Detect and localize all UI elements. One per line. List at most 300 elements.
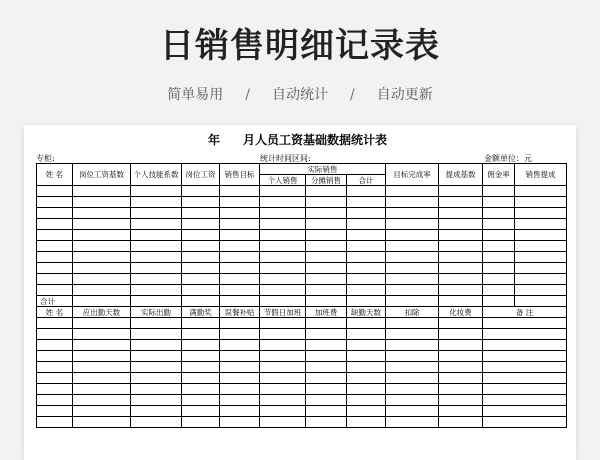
table-cell (515, 252, 567, 263)
table-cell (260, 351, 306, 362)
table-cell (347, 362, 386, 373)
table-cell (306, 406, 347, 417)
table-cell (73, 329, 131, 340)
header-name-2: 姓 名 (37, 307, 73, 318)
table-cell (37, 373, 73, 384)
table-cell (386, 230, 439, 241)
table-cell (515, 274, 567, 285)
header-completion-rate: 目标完成率 (386, 164, 439, 186)
table-cell (439, 340, 483, 351)
table-cell (439, 395, 483, 406)
table-cell (347, 197, 386, 208)
table-cell (515, 186, 567, 197)
table-cell (347, 208, 386, 219)
table-cell (220, 351, 260, 362)
table-cell (386, 296, 439, 307)
table-cell (386, 362, 439, 373)
table-row (37, 417, 567, 428)
table-cell (131, 406, 182, 417)
table-cell (260, 219, 306, 230)
table-cell (347, 406, 386, 417)
table-cell (306, 219, 347, 230)
table-cell (260, 406, 306, 417)
header-meal-allowance: 误餐补贴 (220, 307, 260, 318)
table-cell (386, 329, 439, 340)
table-cell (131, 351, 182, 362)
table-cell (306, 208, 347, 219)
table-cell (260, 384, 306, 395)
table-cell (37, 186, 73, 197)
table-cell (306, 351, 347, 362)
sheet-title-year: 年 (208, 133, 221, 147)
table-row (37, 362, 567, 373)
table-cell (306, 296, 347, 307)
table-cell (347, 318, 386, 329)
table-cell (73, 219, 131, 230)
table-row (37, 230, 567, 241)
table-cell (182, 373, 220, 384)
table-cell (220, 197, 260, 208)
table-cell (439, 230, 483, 241)
table-cell (306, 241, 347, 252)
table-cell (260, 274, 306, 285)
table-cell (131, 417, 182, 428)
tag-auto-stats: 自动统计 (272, 87, 328, 103)
header-actual-attendance: 实际出勤 (131, 307, 182, 318)
table2-header-row (37, 307, 567, 318)
table-cell (347, 351, 386, 362)
table-row (37, 285, 567, 296)
table-cell (439, 373, 483, 384)
tag-separator: / (245, 87, 250, 103)
table-cell (306, 329, 347, 340)
table-cell (220, 296, 260, 307)
dept-label: 专柜: (36, 154, 55, 163)
tag-easy: 简单易用 (167, 87, 224, 103)
table-cell (306, 263, 347, 274)
table-cell (37, 230, 73, 241)
table-cell (347, 219, 386, 230)
table-cell (386, 340, 439, 351)
table-cell (306, 285, 347, 296)
table-cell (220, 241, 260, 252)
table-cell (347, 252, 386, 263)
table-cell (37, 197, 73, 208)
table-cell (131, 395, 182, 406)
table-cell (182, 329, 220, 340)
table-cell (182, 351, 220, 362)
table-cell (73, 186, 131, 197)
table-row (37, 351, 567, 362)
table-cell (260, 329, 306, 340)
table-cell (220, 263, 260, 274)
table-cell (483, 208, 515, 219)
page-title: 日销售明细记录表 (160, 26, 440, 66)
table-cell (131, 263, 182, 274)
table-cell (220, 219, 260, 230)
period-label: 统计时间区间: (260, 154, 311, 163)
table-cell (306, 373, 347, 384)
table-cell (73, 373, 131, 384)
table-cell (347, 384, 386, 395)
table-cell (439, 384, 483, 395)
header-bonus-base: 提成基数 (439, 164, 483, 186)
table-cell (131, 318, 182, 329)
table-cell (182, 197, 220, 208)
table-cell (439, 296, 483, 307)
table-cell (182, 340, 220, 351)
table-cell (220, 340, 260, 351)
table-cell (483, 373, 567, 384)
table-cell (37, 351, 73, 362)
table-cell (260, 230, 306, 241)
table-cell (306, 318, 347, 329)
header-commission-rate: 佣金率 (483, 164, 515, 186)
table-cell (483, 351, 567, 362)
table-cell (260, 296, 306, 307)
table-cell (220, 362, 260, 373)
table-row (37, 252, 567, 263)
sheet-title-text: 月人员工资基础数据统计表 (243, 133, 388, 147)
table-cell (515, 263, 567, 274)
table-cell (73, 296, 131, 307)
table-cell (73, 230, 131, 241)
table-cell (182, 417, 220, 428)
table-cell (182, 362, 220, 373)
header-deduction: 扣除 (386, 307, 439, 318)
table-cell (483, 362, 567, 373)
table-cell (131, 274, 182, 285)
table-cell (483, 274, 515, 285)
table-cell (182, 241, 220, 252)
table-cell (182, 263, 220, 274)
table-cell (37, 274, 73, 285)
table-cell (386, 318, 439, 329)
table-cell (347, 230, 386, 241)
table-cell (131, 230, 182, 241)
table-cell (73, 417, 131, 428)
table-cell (131, 208, 182, 219)
table-cell (73, 318, 131, 329)
header-sales-total: 合计 (347, 175, 386, 186)
table-cell (260, 362, 306, 373)
table-cell (131, 384, 182, 395)
table-cell (131, 219, 182, 230)
total-label: 合计 (37, 296, 73, 307)
table-cell (515, 296, 567, 307)
table-cell (73, 285, 131, 296)
table-cell (306, 186, 347, 197)
table-cell (220, 186, 260, 197)
table-row (37, 384, 567, 395)
table-cell (182, 318, 220, 329)
table-cell (220, 285, 260, 296)
table-cell (182, 208, 220, 219)
table-cell (347, 285, 386, 296)
table-cell (220, 373, 260, 384)
table-cell (260, 208, 306, 219)
header-absence-days: 缺勤天数 (347, 307, 386, 318)
table-cell (386, 384, 439, 395)
table-cell (73, 208, 131, 219)
table-cell (182, 219, 220, 230)
table-cell (386, 219, 439, 230)
table-cell (37, 417, 73, 428)
table-cell (37, 329, 73, 340)
table-cell (131, 285, 182, 296)
table-cell (306, 274, 347, 285)
table-cell (386, 406, 439, 417)
header-actual-sales: 实际销售 (260, 164, 386, 175)
table-cell (347, 395, 386, 406)
table-cell (73, 351, 131, 362)
table-cell (439, 241, 483, 252)
header-due-days: 应出勤天数 (73, 307, 131, 318)
table-cell (131, 373, 182, 384)
table-cell (483, 285, 515, 296)
table-cell (73, 340, 131, 351)
table-row (37, 219, 567, 230)
table-cell (483, 340, 567, 351)
table-cell (73, 252, 131, 263)
table-cell (347, 417, 386, 428)
table-cell (37, 318, 73, 329)
table-cell (515, 285, 567, 296)
table-cell (131, 252, 182, 263)
table-cell (37, 219, 73, 230)
table-row (37, 406, 567, 417)
table-row (37, 373, 567, 384)
table-cell (260, 373, 306, 384)
table-cell (439, 186, 483, 197)
table-cell (347, 186, 386, 197)
table-cell (386, 241, 439, 252)
table-cell (220, 230, 260, 241)
feature-tags (0, 84, 600, 104)
table-cell (220, 395, 260, 406)
table-cell (347, 296, 386, 307)
table-cell (483, 384, 567, 395)
table-cell (483, 197, 515, 208)
table-cell (386, 186, 439, 197)
table-cell (386, 274, 439, 285)
table-cell (37, 395, 73, 406)
table-cell (483, 395, 567, 406)
table-cell (260, 241, 306, 252)
table-cell (347, 263, 386, 274)
table-cell (386, 197, 439, 208)
table-cell (439, 263, 483, 274)
table-cell (37, 263, 73, 274)
header-holiday-overtime: 节假日加班 (260, 307, 306, 318)
table-cell (131, 329, 182, 340)
table-cell (347, 373, 386, 384)
salary-table (36, 163, 567, 428)
table-cell (37, 384, 73, 395)
table-cell (37, 241, 73, 252)
table-cell (131, 241, 182, 252)
table-cell (347, 241, 386, 252)
table-cell (515, 230, 567, 241)
header-overtime-pay: 加班费 (306, 307, 347, 318)
table-cell (73, 274, 131, 285)
table-cell (347, 329, 386, 340)
table-cell (37, 362, 73, 373)
table-row (37, 329, 567, 340)
table-cell (306, 197, 347, 208)
table-cell (439, 417, 483, 428)
spreadsheet-preview (24, 125, 576, 460)
tag-separator: / (350, 87, 355, 103)
table-cell (439, 219, 483, 230)
table-cell (260, 186, 306, 197)
table-cell (220, 406, 260, 417)
table-cell (483, 263, 515, 274)
table-cell (73, 263, 131, 274)
table-cell (260, 318, 306, 329)
table-cell (386, 351, 439, 362)
table-cell (439, 318, 483, 329)
header-remarks: 备 注 (483, 307, 567, 318)
table-cell (73, 197, 131, 208)
table-cell (37, 208, 73, 219)
table-cell (260, 417, 306, 428)
table-cell (260, 252, 306, 263)
table-cell (306, 362, 347, 373)
table-cell (182, 296, 220, 307)
table-row (37, 395, 567, 406)
table-cell (439, 329, 483, 340)
table-cell (220, 252, 260, 263)
table-cell (260, 395, 306, 406)
table-cell (386, 208, 439, 219)
table-cell (220, 318, 260, 329)
table-cell (306, 340, 347, 351)
header-name: 姓 名 (37, 164, 73, 186)
table-row (37, 263, 567, 274)
table-cell (386, 417, 439, 428)
table-cell (439, 252, 483, 263)
header-sales-target: 销售目标 (220, 164, 260, 186)
table-cell (483, 186, 515, 197)
table-cell (182, 285, 220, 296)
table-cell (306, 395, 347, 406)
table-cell (439, 208, 483, 219)
table-row (37, 274, 567, 285)
table-row (37, 318, 567, 329)
table-cell (386, 373, 439, 384)
table-cell (483, 406, 567, 417)
table-cell (483, 318, 567, 329)
table-cell (131, 186, 182, 197)
table-cell (515, 208, 567, 219)
table-row (37, 340, 567, 351)
table-cell (483, 241, 515, 252)
table-cell (182, 384, 220, 395)
header-skill-factor: 个人技能系数 (131, 164, 182, 186)
table-cell (182, 230, 220, 241)
table-cell (386, 285, 439, 296)
header-shared-sales: 分摊销售 (306, 175, 347, 186)
header-post-wage: 岗位工资 (182, 164, 220, 186)
table-cell (182, 406, 220, 417)
table-cell (131, 362, 182, 373)
table-cell (306, 384, 347, 395)
header-full-attendance-bonus: 满勤奖 (182, 307, 220, 318)
table-cell (515, 197, 567, 208)
table-cell (220, 208, 260, 219)
table-cell (306, 230, 347, 241)
header-personal-sales: 个人销售 (260, 175, 306, 186)
table-row (37, 197, 567, 208)
table-cell (439, 197, 483, 208)
table-cell (73, 384, 131, 395)
table-cell (37, 252, 73, 263)
table-cell (483, 329, 567, 340)
table-cell (73, 395, 131, 406)
table-cell (306, 417, 347, 428)
table-cell (182, 274, 220, 285)
table-cell (260, 340, 306, 351)
table-cell (73, 406, 131, 417)
table-cell (73, 362, 131, 373)
table-cell (515, 241, 567, 252)
table-cell (439, 406, 483, 417)
table-row (37, 208, 567, 219)
table-cell (260, 263, 306, 274)
table-cell (483, 219, 515, 230)
table-cell (386, 263, 439, 274)
table-cell (73, 241, 131, 252)
table-cell (131, 340, 182, 351)
table-cell (386, 252, 439, 263)
table-cell (439, 362, 483, 373)
table-cell (439, 274, 483, 285)
table-cell (483, 252, 515, 263)
table-cell (483, 296, 515, 307)
table-cell (220, 329, 260, 340)
header-commission: 销售提成 (515, 164, 567, 186)
table-cell (220, 417, 260, 428)
table-cell (386, 395, 439, 406)
table-cell (182, 395, 220, 406)
header-makeup-fee: 化妆费 (439, 307, 483, 318)
table-cell (260, 197, 306, 208)
table-cell (37, 406, 73, 417)
table-cell (131, 197, 182, 208)
table-cell (182, 186, 220, 197)
table-cell (37, 285, 73, 296)
table-cell (439, 351, 483, 362)
table-cell (347, 340, 386, 351)
table-cell (483, 417, 567, 428)
unit-label: 金额单位：元 (484, 154, 532, 163)
table-cell (220, 274, 260, 285)
table-cell (347, 274, 386, 285)
table-cell (131, 296, 182, 307)
table-cell (483, 230, 515, 241)
table-cell (260, 285, 306, 296)
header-base-wage: 岗位工资基数 (73, 164, 131, 186)
table-cell (439, 285, 483, 296)
table-row (37, 186, 567, 197)
table-cell (220, 384, 260, 395)
total-row (37, 296, 567, 307)
table-cell (515, 219, 567, 230)
table-row (37, 241, 567, 252)
table-cell (182, 252, 220, 263)
table-cell (37, 340, 73, 351)
